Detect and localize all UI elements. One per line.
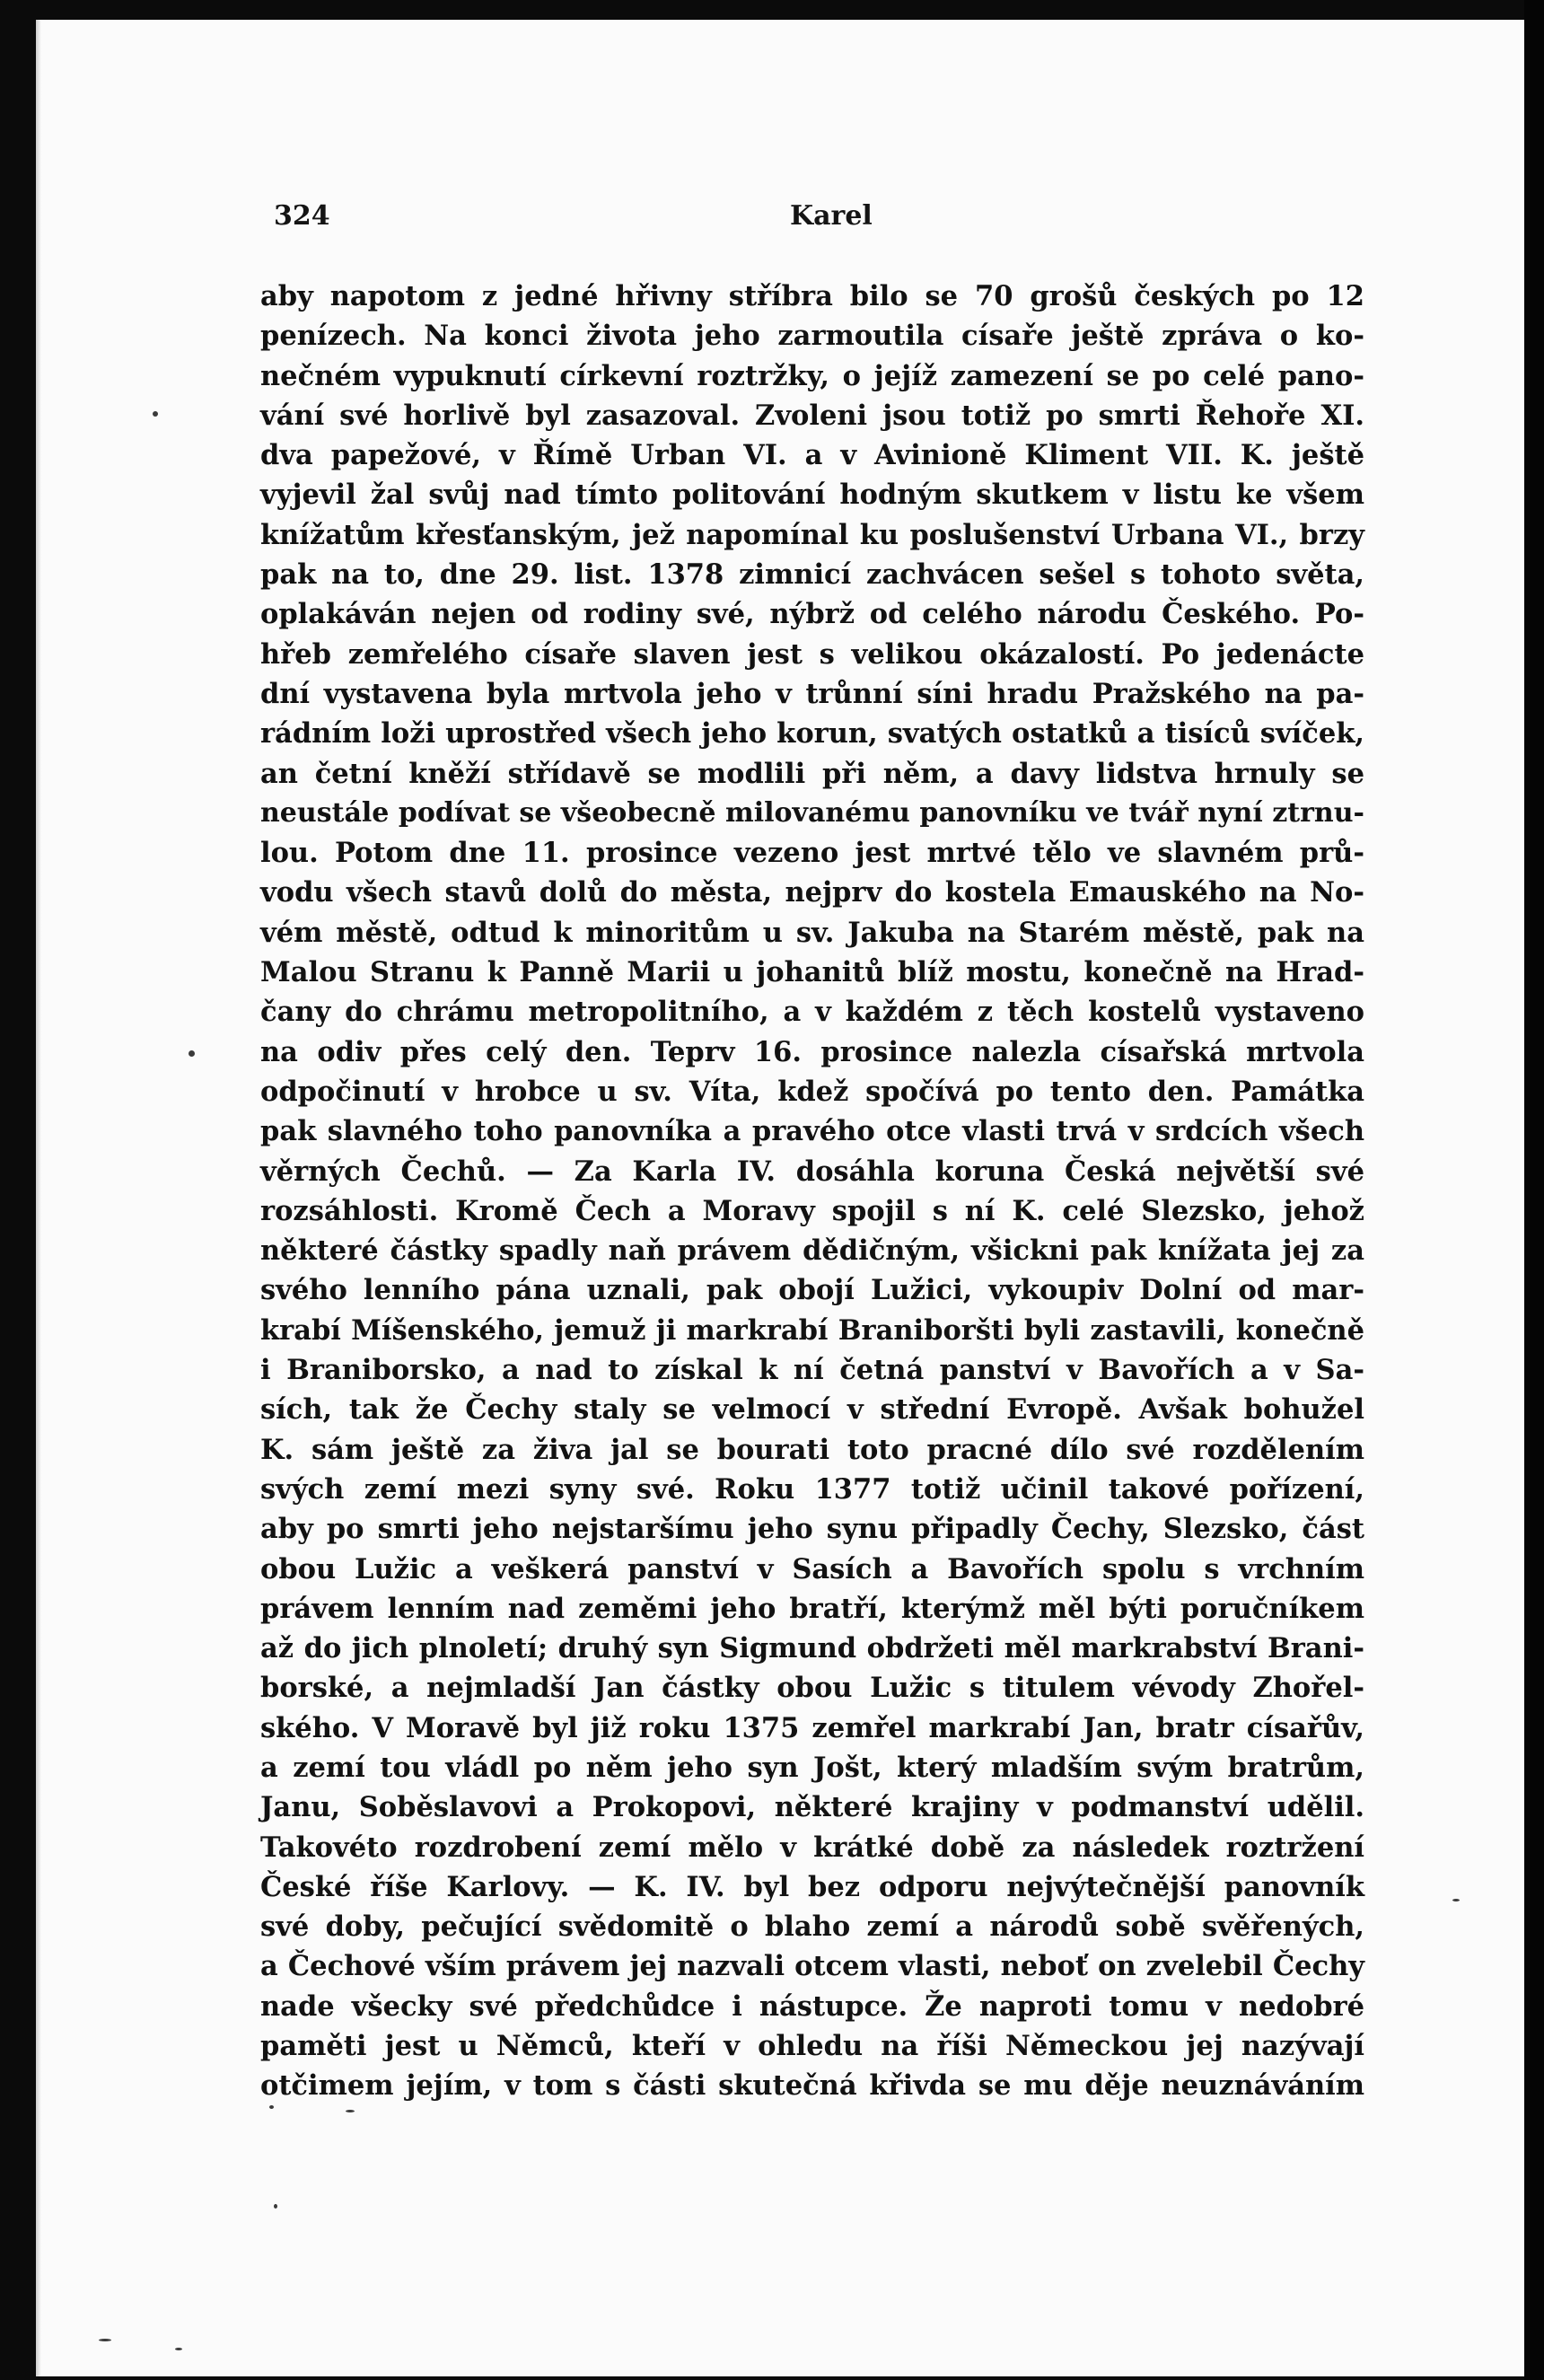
text-line: na odiv přes celý den. Teprv 16. prosince nalezla císařská mrtvola [260, 1035, 1364, 1068]
text-line: pak na to, dne 29. list. 1378 zimnicí zachvácen sešel s tohoto světa, [260, 558, 1364, 592]
text-line: otčimem jejím, v tom s části skutečná křivda se mu děje neuznáváním [260, 2069, 1364, 2103]
text-line: dní vystavena byla mrtvola jeho v trůnní síni hradu Pražského na pa- [260, 677, 1364, 710]
text-line: Malou Stranu k Panně Marii u johanitů blíž mostu, konečně na Hrad- [260, 956, 1364, 989]
text-line: právem lenním nad zeměmi jeho bratří, kterýmž měl býti poručníkem [260, 1592, 1364, 1625]
running-head: Karel [790, 200, 873, 232]
text-line: až do jich plnoletí; druhý syn Sigmund obdržeti měl markrabství Brani- [260, 1632, 1364, 1665]
text-line: vodu všech stavů dolů do města, nejprv do kostela Emauského na No- [260, 876, 1364, 909]
text-line: nade všecky své předchůdce i nástupce. Že naproti tomu v nedobré [260, 1989, 1364, 2023]
text-line: věrných Čechů. — Za Karla IV. dosáhla koruna Česká největší své [260, 1155, 1364, 1188]
scan-speck [189, 1050, 195, 1057]
text-line: i Braniborsko, a nad to získal k ní četná panství v Bavořích a v Sa- [260, 1354, 1364, 1387]
text-line: nečném vypuknutí církevní roztržky, o jejíž zamezení se po celé pano- [260, 359, 1364, 392]
text-line: sích, tak že Čechy staly se velmocí v střední Evropě. Avšak bohužel [260, 1393, 1364, 1427]
text-line: an četní kněží střídavě se modlili při něm, a davy lidstva hrnuly se [260, 757, 1364, 790]
text-line: pak slavného toho panovníka a pravého otce vlasti trvá v srdcích všech [260, 1115, 1364, 1148]
text-line: dva papežové, v Římě Urban VI. a v Avinioně Kliment VII. K. ještě [260, 439, 1364, 472]
page-edge-shadow [36, 20, 41, 2376]
text-line: paměti jest u Němců, kteří v ohledu na říši Německou jej nazývají [260, 2030, 1364, 2063]
scan-speck [274, 2204, 277, 2209]
scan-speck [99, 2339, 111, 2341]
text-line: krabí Míšenského, jemuž ji markrabí Braniboršti byli zastavili, konečně [260, 1313, 1364, 1347]
scan-border [1524, 0, 1544, 2380]
text-line: vyjevil žal svůj nad tímto politování hodným skutkem v listu ke všem [260, 479, 1364, 512]
scan-speck [1452, 1899, 1460, 1901]
text-line: penízech. Na konci života jeho zarmoutila císaře ještě zpráva o ko- [260, 320, 1364, 353]
scan-speck [269, 2105, 274, 2109]
text-line: a zemí tou vládl po něm jeho syn Jošt, který mladším svým bratrům, [260, 1751, 1364, 1784]
page-header [274, 200, 1369, 236]
text-line: obou Lužic a veškerá panství v Sasích a Bavořích spolu s vrchním [260, 1552, 1364, 1585]
text-line: odpočinutí v hrobce u sv. Víta, kdež spočívá po tento den. Památka [260, 1075, 1364, 1108]
text-line: lou. Potom dne 11. prosince vezeno jest mrtvé tělo ve slavném prů- [260, 837, 1364, 870]
text-line: a Čechové vším právem jej nazvali otcem vlasti, neboť on zvelebil Čechy [260, 1950, 1364, 1983]
text-line: rozsáhlosti. Kromě Čech a Moravy spojil s ní K. celé Slezsko, jehož [260, 1194, 1364, 1227]
text-line: vání své horlivě byl zasazoval. Zvoleni jsou totiž po smrti Řehoře XI. [260, 399, 1364, 432]
page-number: 324 [274, 200, 330, 232]
text-line: některé částky spadly naň právem dědičným, všickni pak knížata jej za [260, 1234, 1364, 1268]
text-line: svých zemí mezi syny své. Roku 1377 totiž učinil takové pořízení, [260, 1472, 1364, 1506]
scan-speck [175, 2348, 182, 2350]
text-line: Janu, Soběslavovi a Prokopovi, některé krajiny v podmanství udělil. [260, 1791, 1364, 1824]
text-line: čany do chrámu metropolitního, a v každém z těch kostelů vystaveno [260, 996, 1364, 1029]
text-line: svého lenního pána uznali, pak obojí Lužici, vykoupiv Dolní od mar- [260, 1274, 1364, 1307]
text-line: aby napotom z jedné hřivny stříbra bilo se 70 grošů českých po 12 [260, 280, 1364, 312]
text-line: rádním loži uprostřed všech jeho korun, svatých ostatků a tisíců svíček, [260, 717, 1364, 751]
text-line: Takovéto rozdrobení zemí mělo v krátké době za následek roztržení [260, 1831, 1364, 1864]
scan-speck [153, 411, 158, 417]
text-line: své doby, pečující svědomitě o blaho zemí a národů sobě svěřených, [260, 1910, 1364, 1944]
text-line: borské, a nejmladší Jan částky obou Lužic s titulem vévody Zhořel- [260, 1672, 1364, 1705]
text-line: knížatům křesťanským, jež napomínal ku poslušenství Urbana VI., brzy [260, 518, 1364, 551]
text-line: neustále podívat se všeobecně milovanému panovníku ve tvář nyní ztrnu- [260, 796, 1364, 829]
text-line: K. sám ještě za živa jal se bourati toto pracné dílo své rozdělením [260, 1433, 1364, 1466]
text-line: aby po smrti jeho nejstaršímu jeho synu připadly Čechy, Slezsko, část [260, 1513, 1364, 1546]
text-line: vém městě, odtud k minoritům u sv. Jakuba na Starém městě, pak na [260, 916, 1364, 949]
scan-speck [346, 2110, 355, 2112]
text-line: hřeb zemřelého císaře slaven jest s velikou okázalostí. Po jedenácte [260, 637, 1364, 671]
text-line: České říše Karlovy. — K. IV. byl bez odporu nejvýtečnější panovník [260, 1870, 1364, 1903]
text-line: oplakáván nejen od rodiny své, nýbrž od celého národu Českého. Po- [260, 598, 1364, 631]
body-text [260, 277, 1364, 2106]
text-line: ského. V Moravě byl již roku 1375 zemřel markrabí Jan, bratr císařův, [260, 1711, 1364, 1744]
